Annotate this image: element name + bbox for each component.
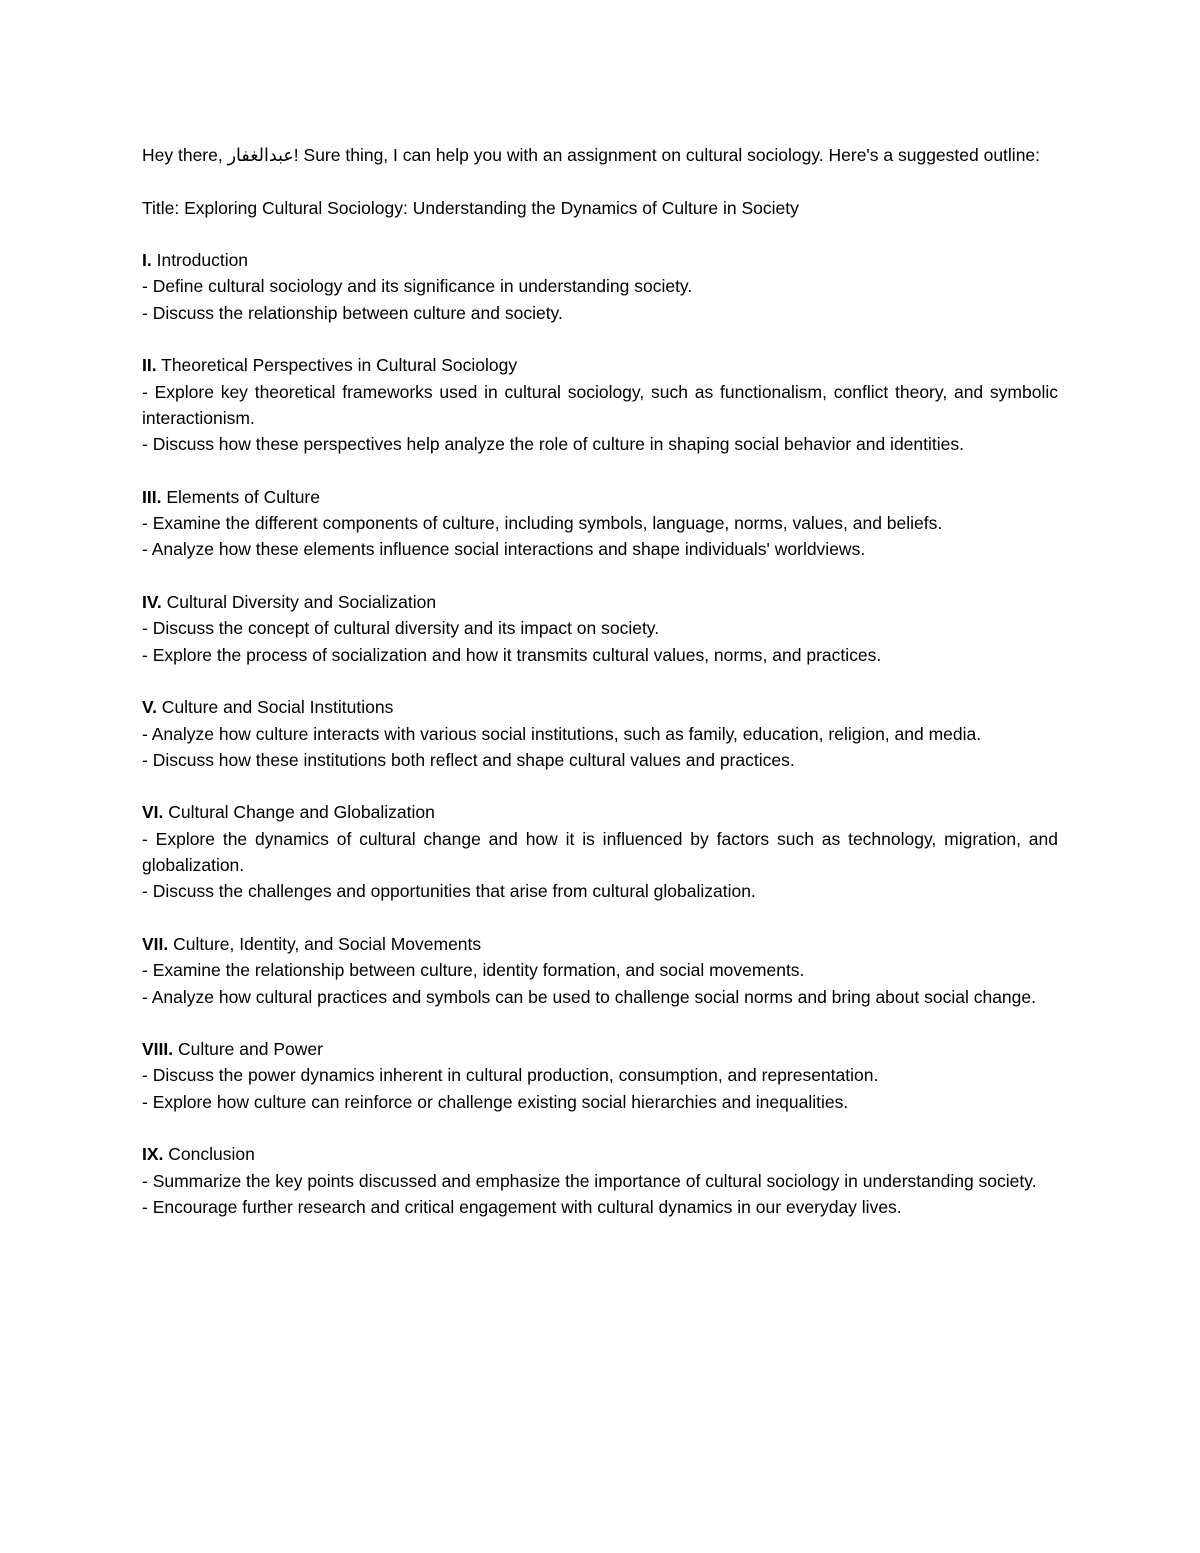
section-heading xyxy=(142,1141,1058,1167)
section-title: Theoretical Perspectives in Cultural Sociology xyxy=(156,355,518,376)
section-title: Culture and Social Institutions xyxy=(156,697,394,718)
section-bullet: - Encourage further research and critical engagement with cultural dynamics in our everyday lives. xyxy=(142,1196,902,1217)
intro-paragraph xyxy=(142,142,1058,168)
section-bullet: - Discuss the power dynamics inherent in cultural production, consumption, and representation. xyxy=(142,1065,879,1086)
section-heading xyxy=(142,931,1058,957)
section-numeral: III. xyxy=(142,486,162,507)
section-bullet: - Discuss the challenges and opportunities that arise from cultural globalization. xyxy=(142,881,756,902)
outline-section-5 xyxy=(142,694,1058,773)
outline-section-2 xyxy=(142,352,1058,457)
section-bullet: - Explore key theoretical frameworks used in cultural sociology, such as functionalism, conflict theory, and symbolic interactionism. xyxy=(142,381,1058,428)
section-title: Culture and Power xyxy=(173,1039,323,1060)
section-title: Elements of Culture xyxy=(161,486,320,507)
outline-section-9 xyxy=(142,1141,1058,1220)
section-heading xyxy=(142,799,1058,825)
intro-greeting-end: ! Sure thing, I can help you with an assignment on cultural sociology. Here's a suggested outline: xyxy=(293,145,1041,165)
outline-section-3 xyxy=(142,484,1058,563)
outline-section-6 xyxy=(142,799,1058,904)
section-bullet: - Discuss the relationship between culture and society. xyxy=(142,302,563,323)
section-heading xyxy=(142,589,1058,615)
section-bullet: - Explore the process of socialization and how it transmits cultural values, norms, and practices. xyxy=(142,644,882,665)
section-numeral: V. xyxy=(142,697,157,718)
section-bullet: - Examine the different components of culture, including symbols, language, norms, values, and beliefs. xyxy=(142,513,943,534)
intro-name: عبدالغفار xyxy=(227,145,294,165)
section-numeral: IX. xyxy=(142,1144,164,1165)
section-title: Cultural Change and Globalization xyxy=(163,802,435,823)
section-title: Introduction xyxy=(151,250,249,271)
section-bullet: - Explore the dynamics of cultural change and how it is influenced by factors such as technology, migration, and globalization. xyxy=(142,828,1058,876)
section-bullet: - Examine the relationship between culture, identity formation, and social movements. xyxy=(142,960,805,981)
section-heading xyxy=(142,694,1058,720)
section-heading xyxy=(142,352,1058,378)
section-title: Culture, Identity, and Social Movements xyxy=(168,933,482,954)
section-heading xyxy=(142,247,1058,273)
outline-section-1 xyxy=(142,247,1058,326)
intro-greeting-start: Hey there, xyxy=(142,145,228,165)
section-bullet: - Discuss the concept of cultural diversity and its impact on society. xyxy=(142,618,660,639)
outline-section-8 xyxy=(142,1036,1058,1115)
section-numeral: VI. xyxy=(142,802,164,823)
document-title: Title: Exploring Cultural Sociology: Understanding the Dynamics of Culture in Society xyxy=(142,197,799,218)
section-bullet: - Analyze how these elements influence social interactions and shape individuals' worldviews. xyxy=(142,539,866,560)
section-bullet: - Define cultural sociology and its significance in understanding society. xyxy=(142,276,693,297)
section-heading xyxy=(142,1036,1058,1062)
section-bullet: - Analyze how cultural practices and symbols can be used to challenge social norms and bring about social change. xyxy=(142,986,1036,1007)
section-numeral: II. xyxy=(142,355,157,376)
section-heading xyxy=(142,484,1058,510)
section-bullet: - Explore how culture can reinforce or challenge existing social hierarchies and inequalities. xyxy=(142,1091,849,1112)
section-bullet: - Discuss how these institutions both reflect and shape cultural values and practices. xyxy=(142,749,795,770)
section-numeral: I. xyxy=(142,250,152,271)
outline-section-7 xyxy=(142,931,1058,1010)
section-numeral: VII. xyxy=(142,933,169,954)
section-bullet: - Summarize the key points discussed and emphasize the importance of cultural sociology in understanding society. xyxy=(142,1170,1037,1191)
section-numeral: VIII. xyxy=(142,1039,174,1060)
section-title: Cultural Diversity and Socialization xyxy=(161,592,437,613)
section-bullet: - Discuss how these perspectives help analyze the role of culture in shaping social behavior and identities. xyxy=(142,434,964,455)
section-numeral: IV. xyxy=(142,592,162,613)
document-body xyxy=(142,142,1058,1246)
section-title: Conclusion xyxy=(163,1144,255,1165)
section-bullet: - Analyze how culture interacts with various social institutions, such as family, education, religion, and media. xyxy=(142,723,982,744)
outline-section-4 xyxy=(142,589,1058,668)
